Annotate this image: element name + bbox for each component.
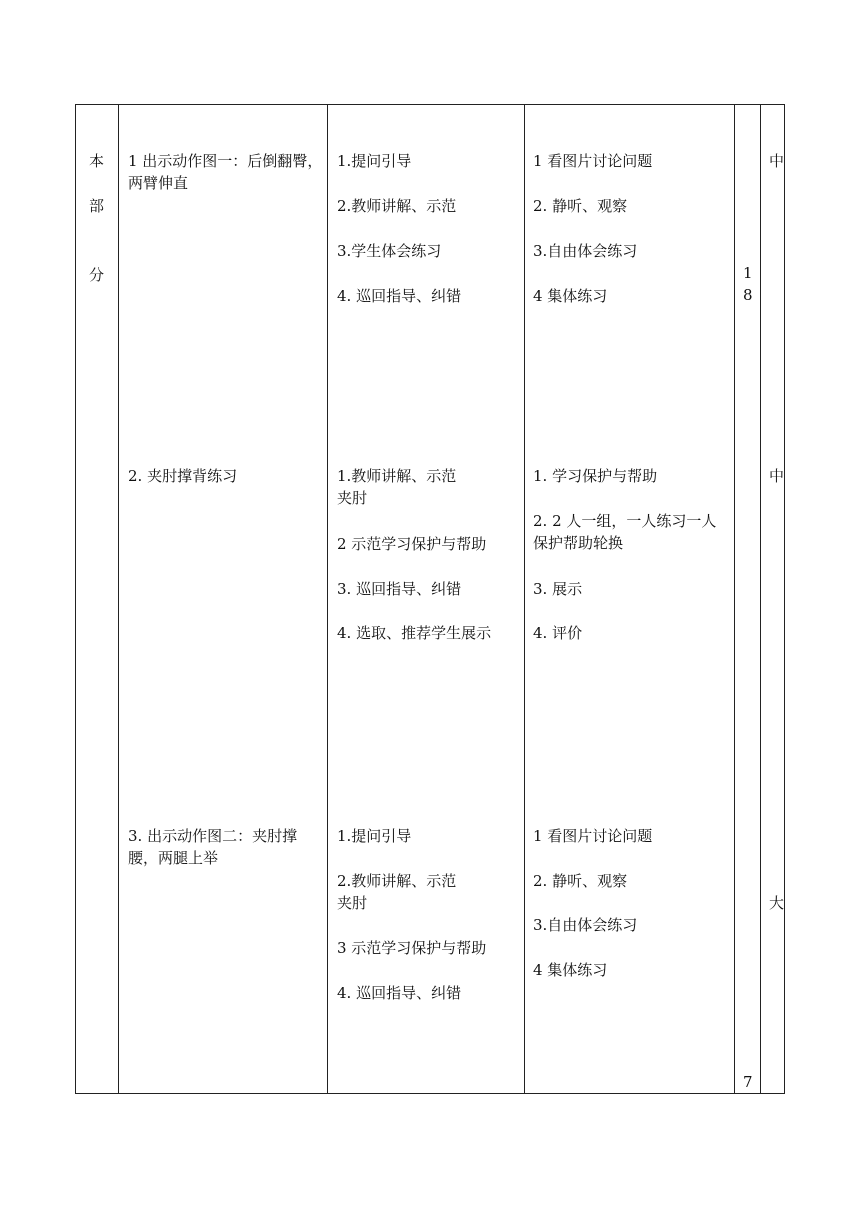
time-digit: 7 — [743, 1073, 753, 1091]
section-label-char: 分 — [89, 266, 105, 284]
column-divider — [524, 104, 525, 1094]
teacher-step: 4. 巡回指导、纠错 — [337, 287, 462, 305]
teacher-step: 1.教师讲解、示范 夹肘 — [337, 467, 457, 507]
column-divider — [327, 104, 328, 1094]
student-step: 4. 评价 — [533, 624, 583, 642]
student-step: 1 看图片讨论问题 — [533, 152, 653, 170]
teacher-step: 1.提问引导 — [337, 152, 412, 170]
teacher-step: 3 示范学习保护与帮助 — [337, 939, 487, 957]
teacher-step: 1.提问引导 — [337, 827, 412, 845]
column-divider — [734, 104, 735, 1094]
content-item: 2. 夹肘撑背练习 — [128, 467, 238, 485]
content-item: 1 出示动作图一：后倒翻臀，两臂伸直 — [128, 152, 323, 192]
student-step: 4 集体练习 — [533, 287, 608, 305]
teacher-step: 4. 选取、推荐学生展示 — [337, 624, 492, 642]
teacher-step: 2 示范学习保护与帮助 — [337, 535, 487, 553]
teacher-step: 4. 巡回指导、纠错 — [337, 984, 462, 1002]
student-step: 2. 静听、观察 — [533, 872, 628, 890]
teacher-step: 3. 巡回指导、纠错 — [337, 580, 462, 598]
intensity-value: 中 — [769, 152, 785, 170]
column-divider — [760, 104, 761, 1094]
section-label-char: 本 — [89, 152, 105, 170]
student-step: 2. 静听、观察 — [533, 197, 628, 215]
student-step: 3.自由体会练习 — [533, 242, 638, 260]
teacher-step: 2.教师讲解、示范 — [337, 197, 457, 215]
student-step: 2. 2 人一组，一人练习一人保护帮助轮换 — [533, 512, 717, 552]
content-item: 3. 出示动作图二：夹肘撑腰，两腿上举 — [128, 827, 298, 867]
student-step: 1 看图片讨论问题 — [533, 827, 653, 845]
student-step: 1. 学习保护与帮助 — [533, 467, 658, 485]
intensity-value: 中 — [769, 467, 785, 485]
intensity-value: 大 — [769, 894, 785, 912]
teacher-step: 2.教师讲解、示范 夹肘 — [337, 872, 457, 912]
student-step: 4 集体练习 — [533, 961, 608, 979]
teacher-step: 3.学生体会练习 — [337, 242, 442, 260]
student-step: 3.自由体会练习 — [533, 916, 638, 934]
student-step: 3. 展示 — [533, 580, 583, 598]
section-label-char: 部 — [89, 197, 105, 215]
time-digit: 8 — [743, 286, 753, 304]
time-digit: 1 — [743, 264, 753, 282]
column-divider — [118, 104, 119, 1094]
